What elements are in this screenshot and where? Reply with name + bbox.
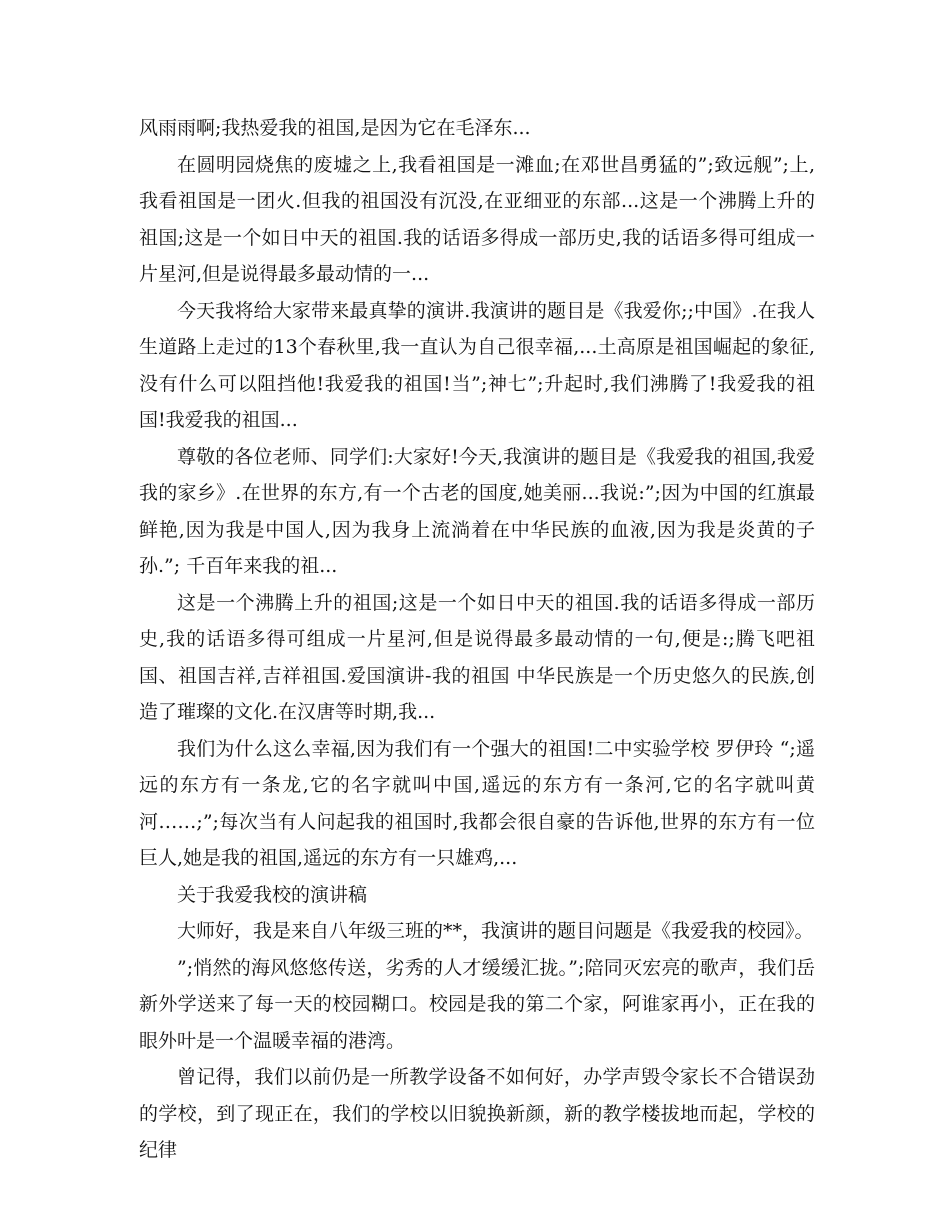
paragraph-4: 尊敬的各位老师、同学们:大家好!今天,我演讲的题目是《我爱我的祖国,我爱我的家乡》.在世界的东方,有一个古老的国度,她美丽...我说:”;因为中国的红旗最鲜艳,因为我是中国人,因为我身上流淌着在中华民族的血液,因为我是炎黄的子孙.”; 千百年来我的祖... bbox=[139, 445, 815, 577]
paragraph-2: 在圆明园烧焦的废墟之上,我看祖国是一滩血;在邓世昌勇猛的”;致远舰”;上,我看祖国是一团火.但我的祖国没有沉没,在亚细亚的东部...这是一个沸腾上升的祖国;这是一个如日中天的祖国.我的话语多得成一部历史,我的话语多得可组成一片星河,但是说得最多最动情的一... bbox=[139, 153, 815, 285]
paragraph-6: 我们为什么这么幸福,因为我们有一个强大的祖国!二中实验学校 罗伊玲 “;遥远的东方有一条龙,它的名字就叫中国,遥远的东方有一条河,它的名字就叫黄河……;”;每次当有人问起我的祖国时,我都会很自豪的告诉他,世界的东方有一位巨人,她是我的祖国,遥远的东方有一只雄鸡,... bbox=[139, 737, 815, 869]
paragraph-9: ”;悄然的海风悠悠传送，劣秀的人才缓缓汇拢。”;陪同灭宏亮的歌声，我们岳新外学送来了每一天的校园糊口。校园是我的第二个家，阿谁家再小，正在我的眼外叶是一个温暖幸福的港湾。 bbox=[139, 956, 815, 1052]
paragraph-10: 曾记得，我们以前仍是一所教学设备不如何好，办学声毁令家长不合错误劲的学校，到了现正在，我们的学校以旧貌换新颜，新的教学楼拔地而起，学校的纪律 bbox=[139, 1066, 815, 1161]
paragraph-3: 今天我将给大家带来最真挚的演讲.我演讲的题目是《我爱你;;中国》.在我人生道路上走过的13个春秋里,我一直认为自己很幸福,...土高原是祖国崛起的象征,没有什么可以阻挡他!我爱我的祖国!当”;神七”;升起时,我们沸腾了!我爱我的祖国!我爱我的祖国... bbox=[139, 299, 815, 431]
paragraph-1: 风雨雨啊;我热爱我的祖国,是因为它在毛泽东... bbox=[139, 117, 531, 139]
section-heading: 关于我爱我校的演讲稿 bbox=[177, 883, 368, 906]
document-body bbox=[139, 110, 815, 1169]
paragraph-8: 大师好，我是来自八年级三班的**，我演讲的题目问题是《我爱我的校园》。 bbox=[177, 920, 814, 942]
paragraph-5: 这是一个沸腾上升的祖国;这是一个如日中天的祖国.我的话语多得成一部历史,我的话语多得可组成一片星河,但是说得最多最动情的一句,便是:;腾飞吧祖国、祖国吉祥,吉祥祖国.爱国演讲-我的祖国 中华民族是一个历史悠久的民族,创造了璀璨的文化.在汉唐等时期,我... bbox=[139, 591, 815, 723]
